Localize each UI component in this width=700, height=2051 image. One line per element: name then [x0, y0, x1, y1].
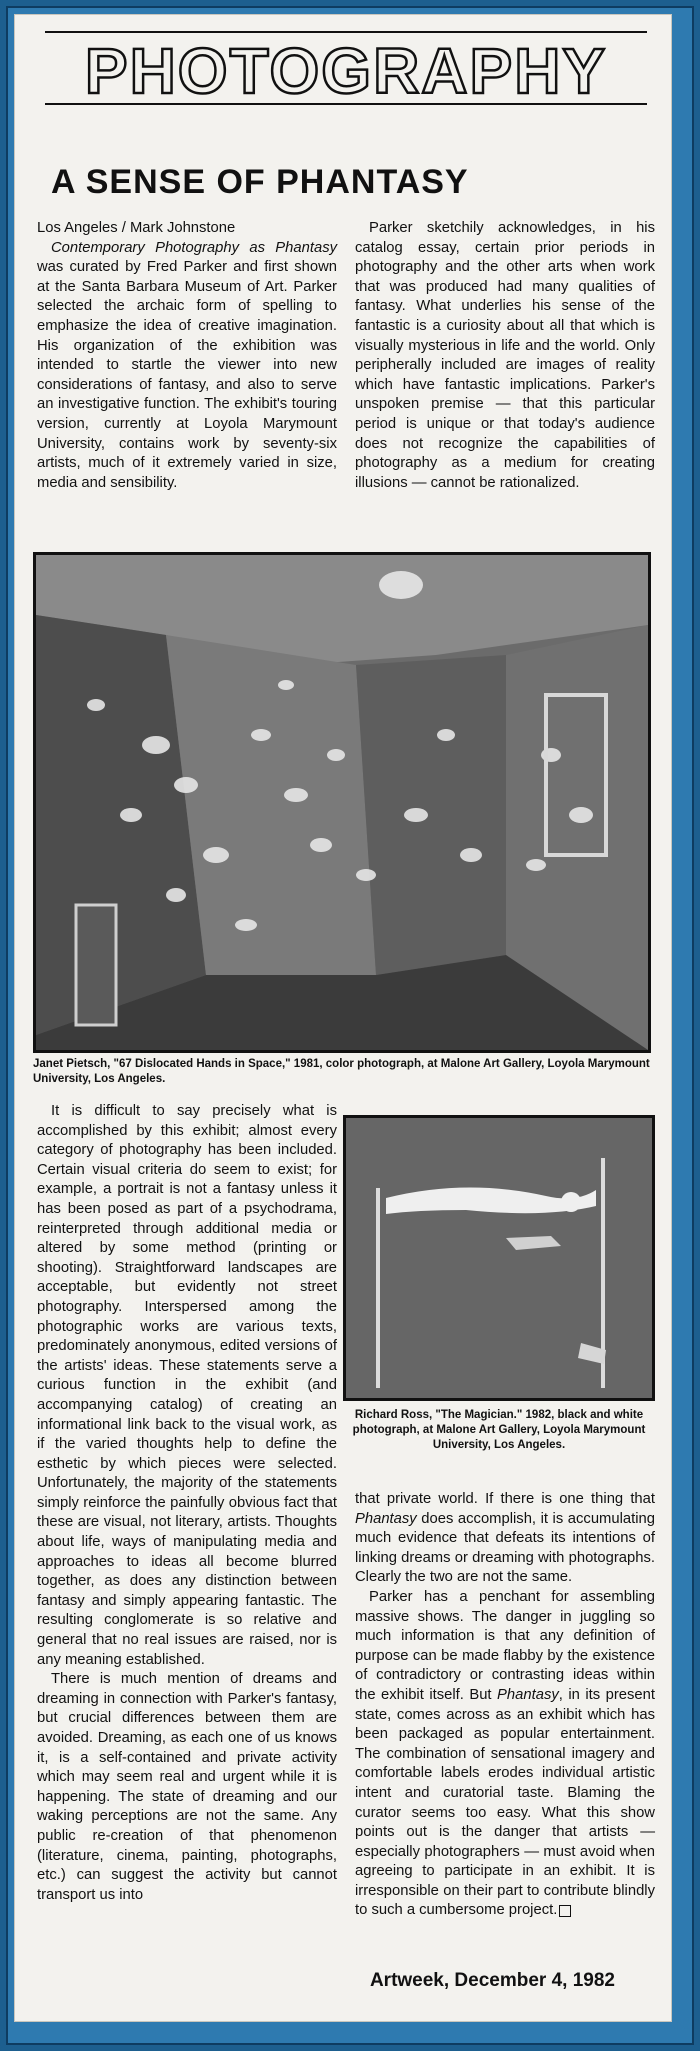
- photo-dislocated-hands: [33, 552, 651, 1053]
- photo-the-magician-image: [346, 1118, 652, 1398]
- intro-text: was curated by Fred Parker and first shown at the Santa Barbara Museum of Art. Parker selected the archaic form of spelling to emphasize the idea of creative imagination. His organization of the exhibition was intended to startle the viewer into new considerations of fantasy, and also to serve an investigative function. The exhibit's touring version, currently at Loyola Marymount University, contains work by seventy-six artists, much of it extremely varied in size, media and sensibility.: [37, 259, 337, 491]
- right-paragraph-2: [355, 1588, 655, 1921]
- end-of-article-icon: [559, 1905, 571, 1917]
- right-p2-text-a: Parker has a penchant for assembling massive shows. The danger in juggling so much information is that any definition of purpose can be made flabby by the existence of contradictory or contrasting ideas within the exhibit itself. But: [355, 1588, 655, 1703]
- photo-dislocated-hands-image: [36, 555, 648, 1050]
- intro-paragraph: [37, 239, 337, 494]
- article-page: [14, 14, 672, 2022]
- column-bottom-left: [37, 1102, 337, 1905]
- photo-dislocated-hands-caption: Janet Pietsch, "67 Dislocated Hands in Space," 1981, color photograph, at Malone Art Gallery, Loyola Marymount University, Los Angeles.: [33, 1058, 650, 1085]
- masthead: [45, 31, 647, 105]
- photo-the-magician-caption: Richard Ross, "The Magician." 1982, black and white photograph, at Malone Art Gallery, Loyola Marymount University, Los Angeles.: [352, 1409, 646, 1451]
- byline: Los Angeles / Mark Johnstone: [37, 220, 236, 236]
- intro-title: Contemporary Photography as Phantasy: [51, 239, 337, 256]
- right-p2-italic: Phantasy: [497, 1686, 559, 1703]
- column-top-right: [355, 219, 655, 493]
- publication-footer: Artweek, December 4, 1982: [369, 1970, 615, 1991]
- col2-paragraph: Parker sketchily acknowledges, in his catalog essay, certain prior periods in photography and the other arts when work that was produced had many qualities of fantasy. What underlies his sense of the fantastic is a curiosity about all that which is visually mysterious in life and the world. Only peripherally included are images of reality which have fantastic implications. Parker's unspoken premise — that this particular period is unique or that today's audience does not recognize the capabilities of photography as a medium for creating illusions — cannot be rationalized.: [355, 220, 655, 491]
- right-p1-text-a: that private world. If there is one thing that: [355, 1491, 655, 1507]
- column-bottom-right: [355, 1490, 655, 1921]
- left-paragraph-1: It is difficult to say precisely what is accomplished by this exhibit; almost every category of photography has been included. Certain visual criteria do seem to exist; for example, a portrait is not a fantasy unless it has been posed as part of a psychodrama, reinterpreted through additional media or altered by some method (printing or shooting). Straightforward landscapes are acceptable, but evidently not street photography. Interspersed among the photographic works are various texts, predominately anonymous, edited versions of the artists' ideas. These statements serve a curious function in the exhibit (and accompanying catalog) of creating an informational link back to the visual work, as if the varied thoughts help to define the esthetic by which pieces were selected. Unfortunately, the majority of the statements simply reinforce the painfully obvious fact that these are visual, not literary, artists. Thoughts about life, ways of manipulating media and approaches to ideas all become blurred together, as does any distinction between fantasy and simply appearing fantastic. The resulting conglomerate is so relative and general that no real issues are raised, nor is any meaning established.: [37, 1103, 337, 1668]
- photo-the-magician: [343, 1115, 655, 1401]
- right-paragraph-1: [355, 1490, 655, 1588]
- right-p1-italic: Phantasy: [355, 1510, 417, 1527]
- column-top-left: [37, 219, 337, 493]
- left-paragraph-2: There is much mention of dreams and dreaming in connection with Parker's fantasy, but crucial differences between them are avoided. Dreaming, as each one of us knows it, is a self-contained and private activity which may seem real and urgent while it is happening. The state of dreaming and our waking perceptions are not the same. Any public re-creation of that phenomenon (literature, cinema, painting, photographs, etc.) can suggest the activity but cannot transport us into: [37, 1671, 337, 1903]
- right-p1-text-b: does accomplish, it is accumulating much evidence that defeats its intentions of linking dreams or dreaming with photographs. Clearly the two are not the same.: [355, 1510, 655, 1586]
- right-p2-text-b: , in its present state, comes across as an exhibit which has been packaged as popular entertainment. The combination of sensational imagery and comfortable labels erodes individual artistic intent and curatorial taste. Blaming the curator seems too easy. What this show points out is the danger that artists — especially photographers — must avoid when agreeing to participate in an exhibit. It is irresponsible on their part to contribute blindly to such a cumbersome project.: [355, 1686, 655, 1919]
- headline: A SENSE OF PHANTASY: [51, 163, 469, 201]
- masthead-title: PHOTOGRAPHY: [84, 35, 608, 107]
